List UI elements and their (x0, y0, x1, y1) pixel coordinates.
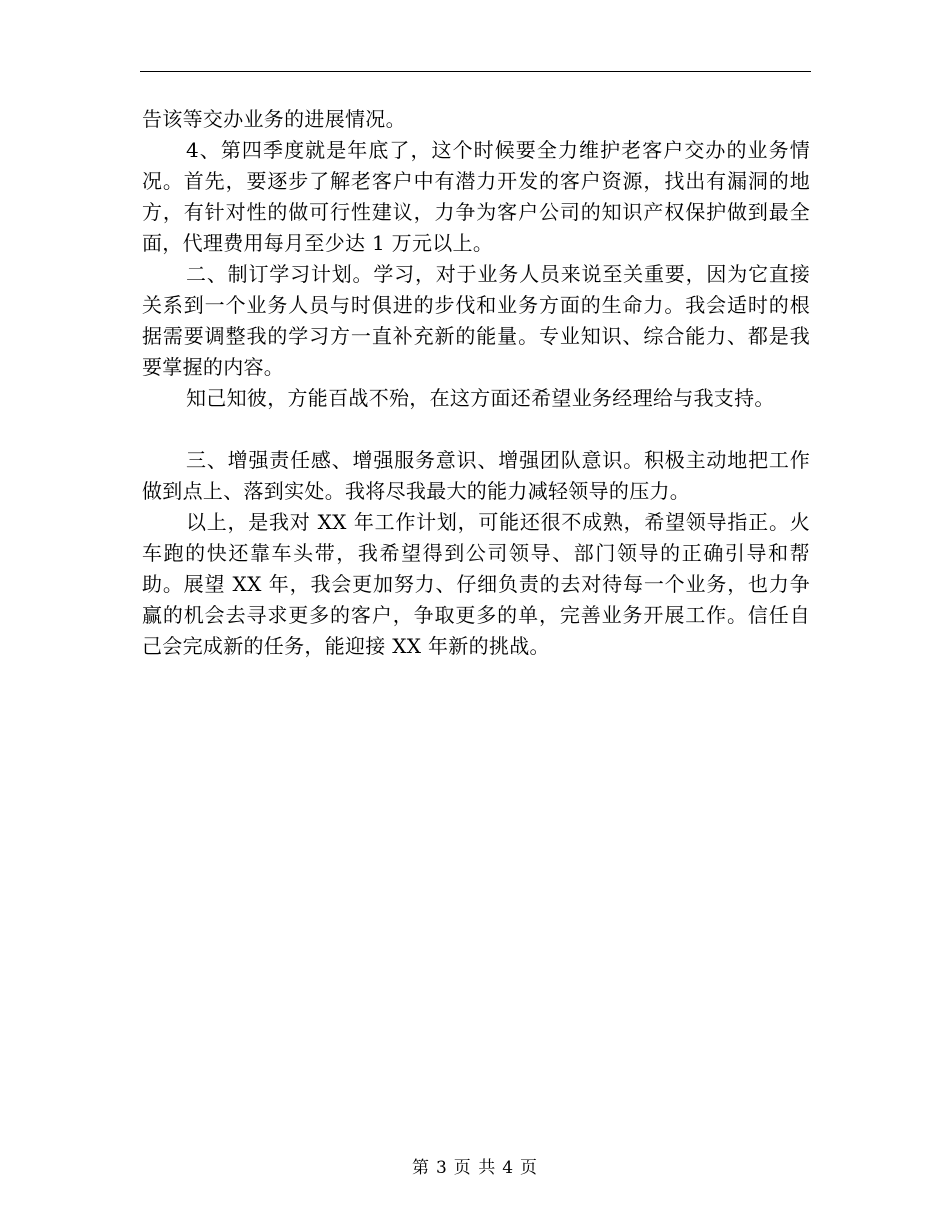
paragraph-responsibility: 三、增强责任感、增强服务意识、增强团队意识。积极主动地把工作做到点上、落到实处。我将尽我最大的能力减轻领导的压力。 (142, 448, 810, 503)
paragraph-study-plan: 二、制订学习计划。学习，对于业务人员来说至关重要，因为它直接关系到一个业务人员与时俱进的步伐和业务方面的生命力。我会适时的根据需要调整我的学习方一直补充新的能量。专业知识、综合能力、都是我要掌握的内容。 (142, 262, 810, 379)
paragraph-continued: 告该等交办业务的进展情况。 (142, 107, 406, 131)
document-body (142, 104, 810, 662)
paragraph-know-yourself: 知己知彼，方能百战不殆，在这方面还希望业务经理给与我支持。 (186, 386, 775, 410)
blank-line (142, 414, 810, 445)
footer-prefix: 第 (411, 1158, 430, 1178)
paragraph-conclusion: 以上，是我对 XX 年工作计划，可能还很不成熟，希望领导指正。火车跑的快还靠车头带，我希望得到公司领导、部门领导的正确引导和帮助。展望 XX 年，我会更加努力、仔细负责的去对待每一个业务，也力争赢的机会去寻求更多的客户，争取更多的单，完善业务开展工作。信任自己会完成新的任务，能迎接 XX 年新的挑战。 (142, 510, 810, 658)
footer-page-number: 3 (435, 1158, 448, 1178)
footer-suffix: 页 (520, 1158, 539, 1178)
page-footer (0, 1153, 950, 1178)
footer-total-pages: 4 (502, 1158, 515, 1178)
paragraph-q4-plan: 4、第四季度就是年底了，这个时候要全力维护老客户交办的业务情况。首先，要逐步了解老客户中有潜力开发的客户资源，找出有漏洞的地方，有针对性的做可行性建议，力争为客户公司的知识产权保护做到最全面，代理费用每月至少达 1 万元以上。 (142, 138, 810, 255)
footer-middle: 页 共 (453, 1158, 497, 1178)
header-rule (140, 71, 811, 72)
